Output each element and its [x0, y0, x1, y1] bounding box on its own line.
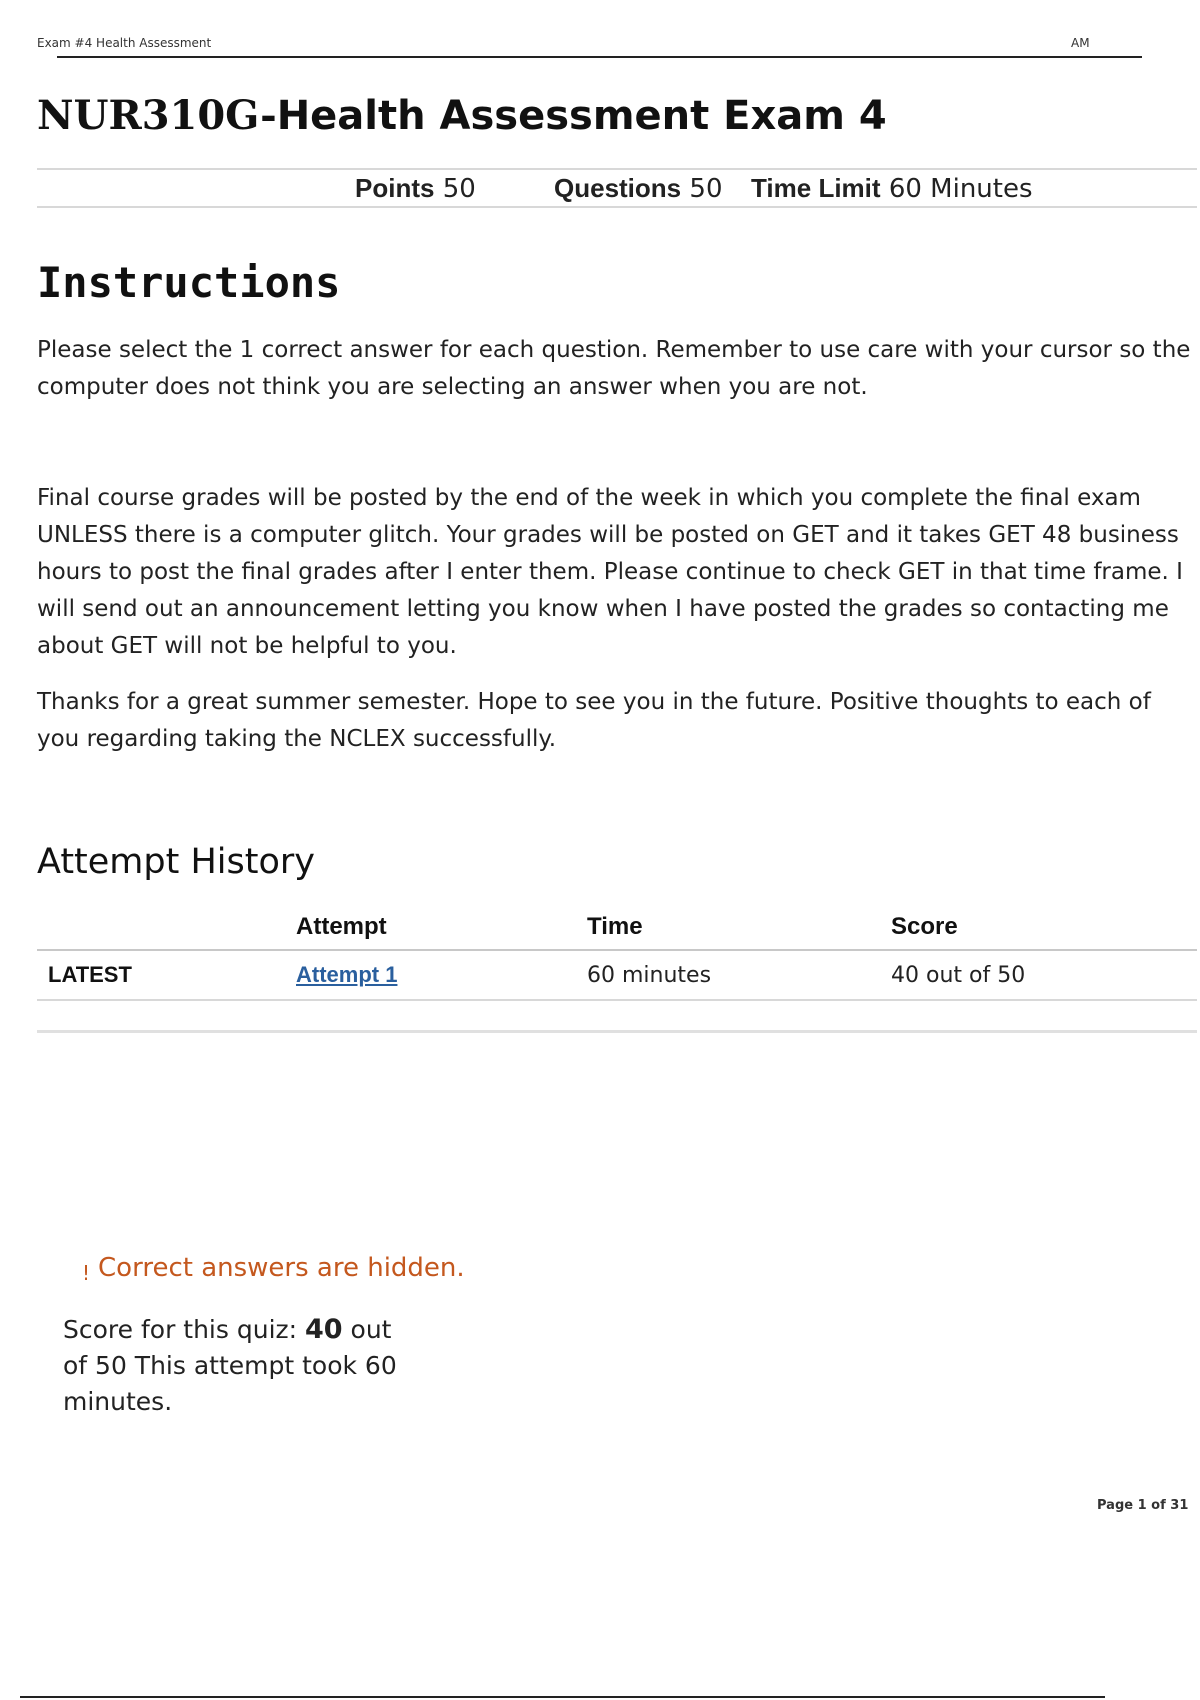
- column-header-status: [37, 905, 296, 950]
- column-header-score: Score: [891, 905, 1197, 950]
- instructions-heading: Instructions: [37, 258, 341, 307]
- table-row: [37, 950, 1197, 1000]
- document-page: [37, 0, 1197, 1700]
- points-value: 50: [442, 174, 476, 204]
- time-limit-value: 60 Minutes: [888, 174, 1033, 204]
- running-header-title: Exam #4 Health Assessment: [37, 36, 212, 50]
- header-divider: [57, 56, 1142, 58]
- exclamation-icon: !: [82, 1261, 91, 1285]
- attempt-history-table: [37, 905, 1197, 1001]
- points-label: Points: [355, 173, 435, 203]
- correct-answers-hidden-notice: [82, 1253, 465, 1283]
- table-header-row: [37, 905, 1197, 950]
- running-header: [37, 34, 1142, 58]
- column-header-attempt: Attempt: [296, 905, 587, 950]
- attempt-status: LATEST: [37, 950, 296, 1000]
- page-number: Page 1 of 31: [1097, 1498, 1189, 1513]
- score-summary: [63, 1312, 423, 1420]
- score-prefix: Score for this quiz:: [63, 1315, 306, 1344]
- score-suffix: out of 50 This attempt took 60 minutes.: [63, 1315, 397, 1416]
- thanks-paragraph: Thanks for a great summer semester. Hope to see you in the future. Positive thoughts to each of you regarding taking the NCLEX successfully.: [37, 689, 1151, 752]
- course-code: NUR310G-: [37, 92, 277, 139]
- attempt-history-heading: Attempt History: [37, 842, 315, 882]
- instructions-paragraph: Please select the 1 correct answer for each question. Remember to use care with your cursor so the computer does not think you are selecting an answer when you are not.: [37, 337, 1191, 400]
- questions-detail: [554, 170, 723, 207]
- notice-text: Correct answers are hidden.: [98, 1253, 465, 1283]
- quiz-details-bar: [37, 168, 1197, 208]
- points-detail: [355, 170, 476, 207]
- time-limit-label: Time Limit: [751, 173, 881, 203]
- score-value: 40: [305, 1314, 343, 1345]
- attempt-1-link[interactable]: Attempt 1: [296, 962, 398, 987]
- questions-label: Questions: [554, 173, 682, 203]
- page-title: [37, 92, 887, 139]
- running-header-time: AM: [1071, 36, 1090, 50]
- attempt-cell: [296, 950, 587, 1000]
- column-header-time: Time: [587, 905, 891, 950]
- questions-value: 50: [689, 174, 723, 204]
- table-divider: [37, 1030, 1197, 1033]
- footer-divider: [20, 1696, 1105, 1698]
- grades-paragraph: Final course grades will be posted by the end of the week in which you complete the final exam UNLESS there is a computer glitch. Your grades will be posted on GET and it takes GET 48 business hours to post the final grades after I enter them. Please continue to check GET in that time frame. I will send out an announcement letting you know when I have posted the grades so contacting me about GET will not be helpful to you.: [37, 485, 1183, 659]
- attempt-score: 40 out of 50: [891, 950, 1197, 1000]
- exam-name: Health Assessment Exam 4: [276, 93, 887, 139]
- attempt-time: 60 minutes: [587, 950, 891, 1000]
- time-limit-detail: [751, 170, 1033, 207]
